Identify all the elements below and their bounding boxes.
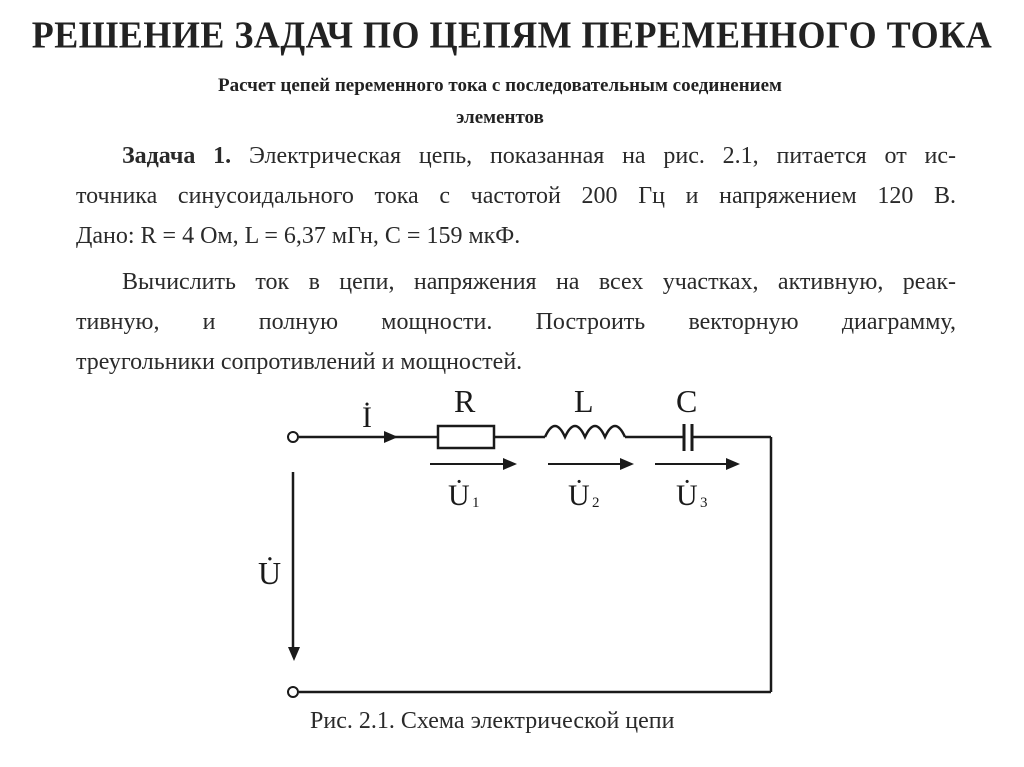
subtitle-line-1: Расчет цепей переменного тока с последовательным соединением: [218, 75, 782, 96]
task-line-2: точника синусоидального тока с частотой 200 Гц и напряжением 120 В.: [76, 183, 956, 209]
current-arrow-head: [384, 431, 398, 443]
inductor-label: L: [574, 383, 594, 419]
current-label: İ: [362, 401, 372, 434]
task-line-3: Дано: R = 4 Ом, L = 6,37 мГн, C = 159 мкФ.: [76, 223, 521, 249]
capacitor-label: C: [676, 383, 698, 419]
u2-arrow-head: [620, 458, 634, 470]
u2-label: U̇: [568, 479, 590, 512]
u3-arrow-head: [726, 458, 740, 470]
instruction-line-3: треугольники сопротивлений и мощностей.: [76, 349, 523, 375]
u1-arrow-head: [503, 458, 517, 470]
figure-caption: Рис. 2.1. Схема электрической цепи: [310, 708, 675, 734]
inductor: [545, 426, 625, 437]
u1-subscript: 1: [472, 495, 480, 511]
task-label: Задача 1.: [122, 143, 232, 169]
subtitle-line-2: элементов: [456, 107, 544, 128]
u2-subscript: 2: [592, 495, 600, 511]
instruction-line-1: Вычислить ток в цепи, напряжения на всех участках, активную, реак-: [122, 269, 956, 295]
task-line-1-text: Электрическая цепь, показанная на рис. 2.1, питается от ис-: [231, 143, 956, 169]
instruction-line-2: тивную, и полную мощности. Построить векторную диаграмму,: [76, 309, 956, 335]
u1-label: U̇: [448, 479, 470, 512]
resistor: [438, 426, 494, 448]
voltage-label: U̇: [258, 555, 282, 591]
voltage-arrow-head: [288, 647, 300, 661]
u3-label: U̇: [676, 479, 698, 512]
terminal-bottom: [288, 687, 298, 697]
resistor-label: R: [454, 383, 476, 419]
page-title: РЕШЕНИЕ ЗАДАЧ ПО ЦЕПЯМ ПЕРЕМЕННОГО ТОКА: [31, 14, 993, 57]
terminal-top: [288, 432, 298, 442]
u3-subscript: 3: [700, 495, 708, 511]
